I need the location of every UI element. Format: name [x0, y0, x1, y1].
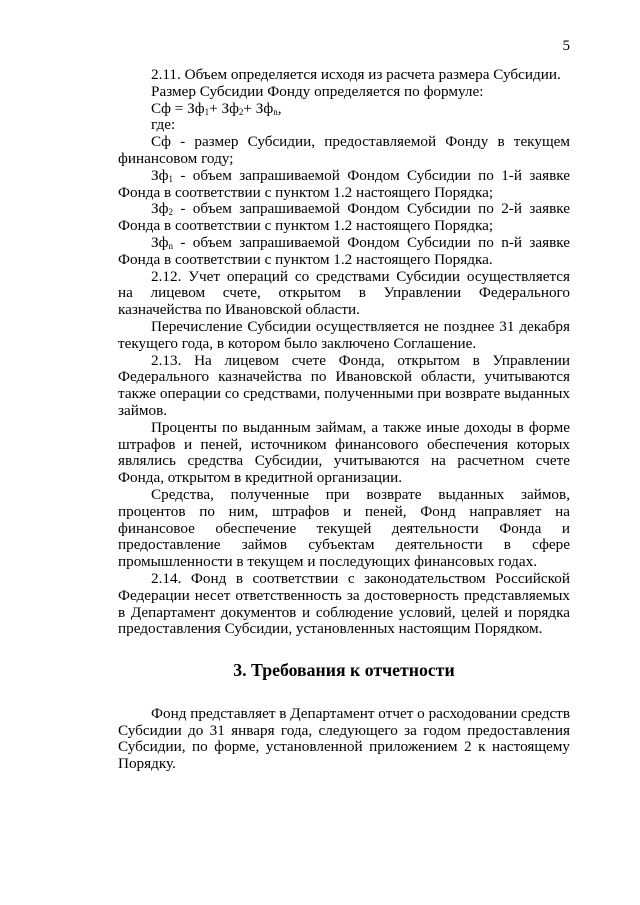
- definition-z2-text: - объем запрашиваемой Фондом Субсидии по 2-й заявке Фонда в соответствии с пунктом 1.2 настоящего Порядка;: [118, 200, 570, 235]
- definition-z2-sub: 2: [168, 207, 173, 218]
- formula-lhs: Сф = Зф: [151, 99, 205, 117]
- paragraph-funds: Средства, полученные при возврате выданных займов, процентов по ним, штрафов и пеней, Фонд направляет на финансовое обеспечение текущей деятельности Фонда и предоставление займов субъектам деятельности в сфере промышленности в текущем и последующих финансовых годах.: [118, 485, 570, 571]
- formula-sub-1: 1: [204, 106, 210, 117]
- definition-z1-text: - объем запрашиваемой Фондом Субсидии по 1-й заявке Фонда в соответствии с пунктом 1.2 настоящего Порядка;: [118, 166, 570, 201]
- definition-z2: [118, 201, 570, 235]
- definition-z1-sub: 1: [168, 173, 173, 184]
- paragraph-2-13: 2.13. На лицевом счете Фонда, открытом в Управлении Федерального казначейства по Ивановской области, учитываются также операции со средствами, полученными при возврате выданных займов.: [118, 351, 570, 419]
- formula-sub-2: 2: [238, 106, 244, 117]
- document-body: [118, 67, 570, 773]
- where-label: где:: [151, 116, 176, 134]
- paragraph-report: Фонд представляет в Департамент отчет о расходовании средств Субсидии до 31 января года, следующего за годом предоставления Субсидии, по форме, установленной приложением 2 к настоящему Порядку.: [118, 704, 570, 773]
- definition-zn: [118, 235, 570, 269]
- formula-intro: Размер Субсидии Фонду определяется по формуле:: [151, 82, 484, 100]
- definition-zn-symbol: Зф: [151, 233, 169, 251]
- page-number: 5: [562, 38, 570, 54]
- formula-end: ,: [277, 99, 282, 117]
- definition-z1-symbol: Зф: [151, 166, 169, 184]
- definition-zn-sub: n: [168, 240, 173, 251]
- section-3-title: 3. Требования к отчетности: [233, 660, 455, 681]
- formula-sub-n: n: [273, 106, 278, 117]
- paragraph-2-11: 2.11. Объем определяется исходя из расчета размера Субсидии.: [151, 66, 561, 83]
- paragraph-2-12: 2.12. Учет операций со средствами Субсидии осуществляется на лицевом счете, открытом в Управлении Федерального казначейства по Ивановской области.: [118, 267, 570, 319]
- definition-z2-symbol: Зф: [151, 200, 169, 218]
- paragraph-interest: Проценты по выданным займам, а также иные доходы в форме штрафов и пеней, источником финансового обеспечения которых являлись средства Субсидии, учитываются на расчетном счете Фонда, открытом в кредитной организации.: [118, 418, 570, 487]
- paragraph-2-14: 2.14. Фонд в соответствии с законодательством Российской Федерации несет ответственность за достоверность представляемых в Департамент документов и соблюдение условий, целей и порядка предоставления Субсидии, установленных настоящим Порядком.: [118, 569, 570, 638]
- definition-zn-text: - объем запрашиваемой Фондом Субсидии по n-й заявке Фонда в соответствии с пунктом 1.2 настоящего Порядка.: [118, 233, 570, 268]
- formula-plus-1: + Зф: [209, 99, 239, 117]
- definition-sf: Сф - размер Субсидии, предоставляемой Фонду в текущем финансовом году;: [118, 133, 570, 167]
- paragraph-transfer: Перечисление Субсидии осуществляется не позднее 31 декабря текущего года, в котором было заключено Соглашение.: [118, 317, 570, 352]
- formula-plus-2: + Зф: [243, 99, 274, 117]
- formula: [118, 101, 570, 118]
- definition-z1: [118, 168, 570, 202]
